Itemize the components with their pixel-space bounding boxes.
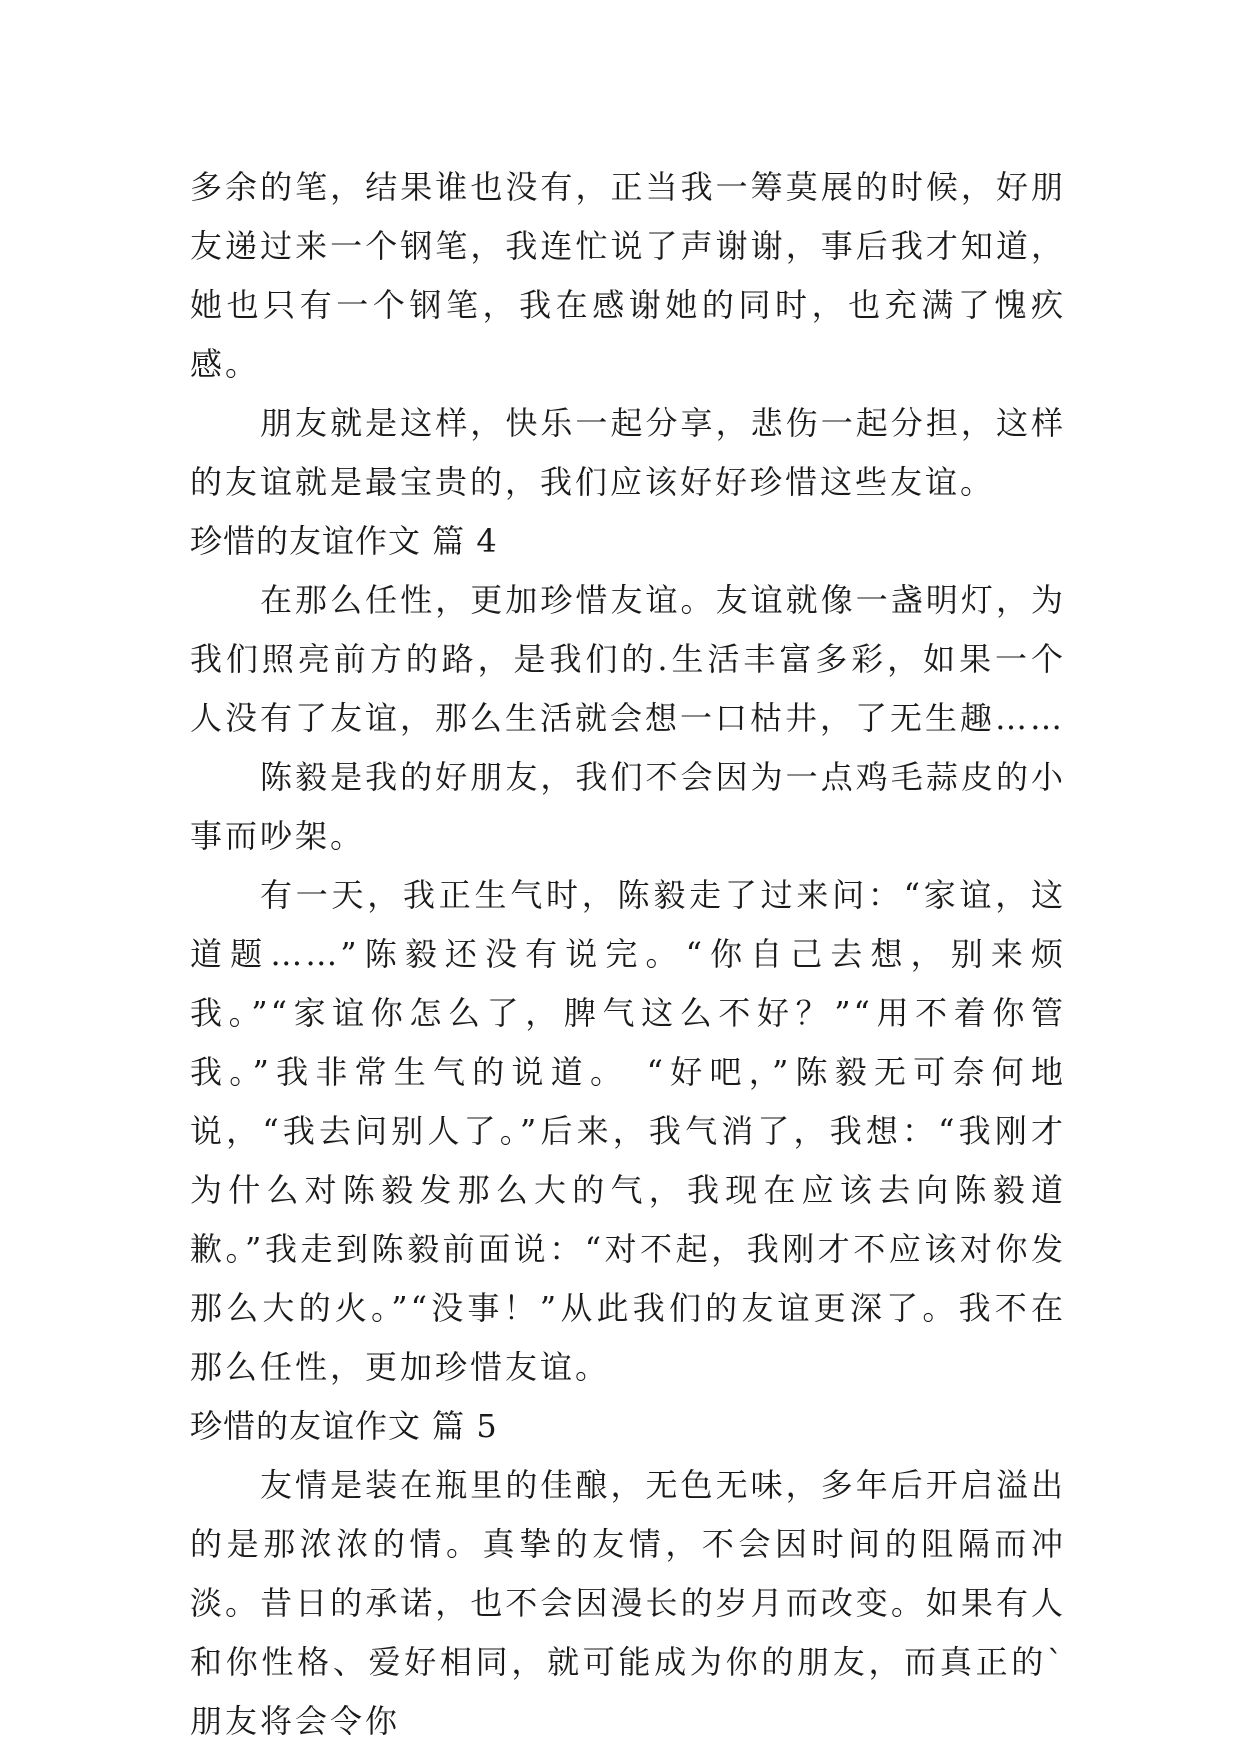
paragraph-intro-5: 友情是装在瓶里的佳酿，无色无味，多年后开启溢出的是那浓浓的情。真挚的友情，不会因时间的阻隔而冲淡。昔日的承诺，也不会因漫长的岁月而改变。如果有人和你性格、爱好相同，就可能成为你的朋友，而真正的`朋友将会令你 <box>190 1466 1066 1740</box>
paragraph-chenyi-friend: 陈毅是我的好朋友，我们不会因为一点鸡毛蒜皮的小事而吵架。 <box>190 758 1066 855</box>
section-heading-4: 珍惜的友谊作文 篇 4 <box>190 522 498 560</box>
paragraph-story: 有一天，我正生气时，陈毅走了过来问：“家谊，这道题……”陈毅还没有说完。“你自己去想，别来烦我。”“家谊你怎么了，脾气这么不好？”“用不着你管我。”我非常生气的说道。 “好吧，”陈毅无可奈何地说，“我去问别人了。”后来，我气消了，我想：“我刚才为什么对陈毅发那么大的气，我现在应该去向陈毅道歉。”我走到陈毅前面说：“对不起，我刚才不应该对你发那么大的火。”“没事！”从此我们的友谊更深了。我不在那么任性，更加珍惜友谊。 <box>190 876 1066 1386</box>
paragraph-continued: 多余的笔，结果谁也没有，正当我一筹莫展的时候，好朋友递过来一个钢笔，我连忙说了声谢谢，事后我才知道，她也只有一个钢笔，我在感谢她的同时，也充满了愧疚感。 <box>190 168 1066 383</box>
document-body <box>190 158 1066 1751</box>
section-heading-5: 珍惜的友谊作文 篇 5 <box>190 1407 498 1445</box>
paragraph-friendship-summary: 朋友就是这样，快乐一起分享，悲伤一起分担，这样的友谊就是最宝贵的，我们应该好好珍惜这些友谊。 <box>190 404 1066 501</box>
paragraph-intro-4: 在那么任性，更加珍惜友谊。友谊就像一盏明灯，为我们照亮前方的路，是我们的.生活丰富多彩，如果一个人没有了友谊，那么生活就会想一口枯井，了无生趣…… <box>190 581 1066 737</box>
